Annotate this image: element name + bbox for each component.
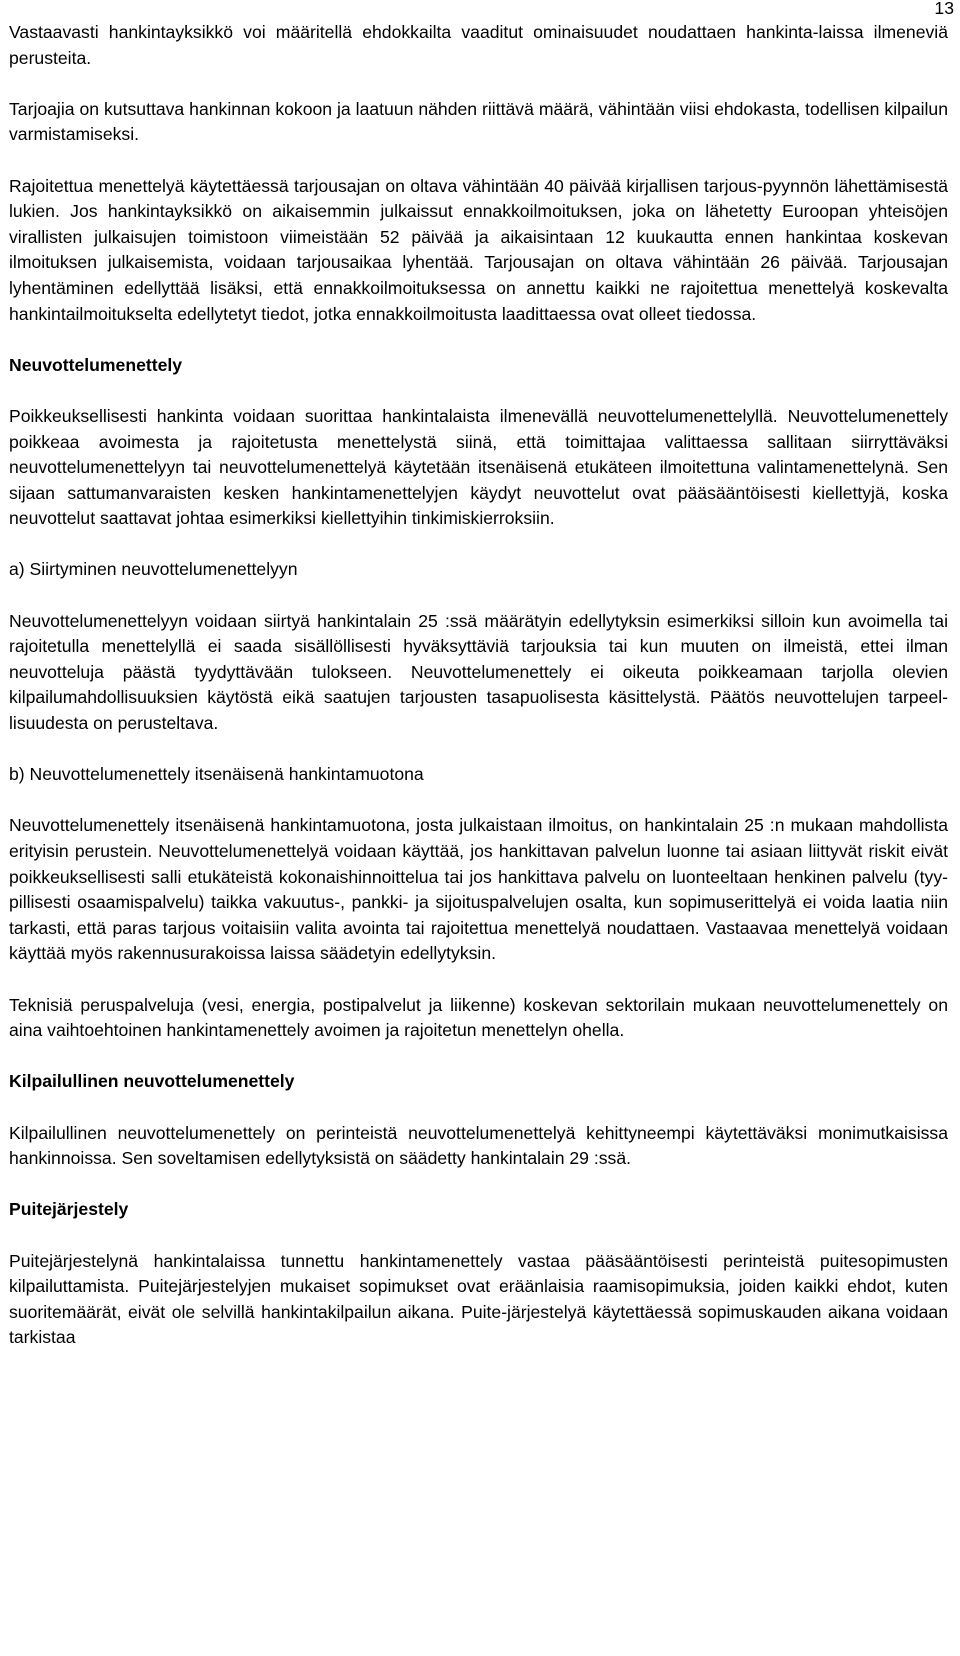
heading-kilpailullinen: Kilpailullinen neuvottelumenettely	[9, 1071, 295, 1092]
paragraph-competitive-dialogue: Kilpailullinen neuvottelumenettely on perinteistä neuvottelumenettelyä kehittyneempi käytettäväksi monimutkaisissa hankinnoissa. Sen soveltamisen edellytyksistä on säädetty hankintalain 29 :ssä.	[9, 1122, 948, 1169]
paragraph-independent-form: Neuvottelumenettely itsenäisenä hankintamuotona, josta julkaistaan ilmoitus, on hankintalain 25 :n mukaan mahdollista erityisin perustein. Neuvottelumenettelyä voidaan käyttää, jos hankittavan palvelun luonne tai asiaan liittyvät riskit eivät poikkeuksellisesti salli etukäteistä kokonaishinnoittelua tai jos hankittava palvelu on luonteeltaan henkinen palvelu (tyypillisesti osaamispalvelu) taikka vakuutus-, pankki- ja sijoituspalvelujen osalta, kun sopimuserittelyä ei voida laatia niin tarkasti, että paras tarjous voitaisiin valita avointa tai rajoitettua menettelyä noudattaen. Vastaavaa menettelyä voidaan käyttää myös rakennusurakoissa laissa säädetyin edellytyksin.	[9, 815, 948, 964]
page-number: 13	[934, 0, 954, 18]
paragraph-candidate-properties: Vastaavasti hankintayksikkö voi määritellä ehdokkailta vaaditut ominaisuudet noudattaen hankinta-laissa ilmeneviä perusteita.	[9, 22, 948, 68]
heading-puitejarjestely: Puitejärjestely	[9, 1199, 129, 1220]
page-content	[9, 20, 948, 1376]
subheading-b: b) Neuvottelumenettely itsenäisenä hankintamuotona	[9, 764, 424, 785]
paragraph-framework-agreement: Puitejärjestelynä hankintalaissa tunnettu hankintamenettely vastaa pääsääntöisesti perinteistä puitesopimusten kilpailuttamista. Puitejärjestelyjen mukaiset sopimukset ovat eräänlaisia raamisopimuksia, joiden kaikki ehdot, kuten suoritemäärät, eivät ole selvillä hankintakilpailun aikana. Puite-järjestelyä käytettäessä sopimuskauden aikana voidaan tarkistaa	[9, 1250, 948, 1348]
paragraph-number-of-bidders: Tarjoajia on kutsuttava hankinnan kokoon ja laatuun nähden riittävä määrä, vähintään viisi ehdokasta, todellisen kilpailun varmistamiseksi.	[9, 98, 948, 145]
paragraph-sector-law: Teknisiä peruspalveluja (vesi, energia, postipalvelut ja liikenne) koskevan sektorilain mukaan neuvottelumenettely on aina vaihtoehtoinen hankintamenettely avoimen ja rajoitetun menettelyn ohella.	[9, 994, 948, 1041]
heading-neuvottelumenettely: Neuvottelumenettely	[9, 354, 183, 375]
paragraph-restricted-procedure: Rajoitettua menettelyä käytettäessä tarjousajan on oltava vähintään 40 päivää kirjallisen tarjous-pyynnön lähettämisestä lukien. Jos hankintayksikkö on aikaisemmin julkaissut ennakkoilmoituksen, joka on lähetetty Euroopan yhteisöjen virallisten julkaisujen toimistoon viimeistään 52 päivää ja aikaisintaan 12 kuukautta ennen hankintaa koskevan ilmoituksen julkaisemista, voidaan tarjousaikaa lyhentää. Tarjousajan on oltava vähintään 26 päivää. Tarjousajan lyhentäminen edellyttää lisäksi, että ennakkoilmoituksessa on annettu kaikki ne rajoitettua menettelyä koskevalta hankintailmoitukselta edellytetyt tiedot, jotka ennakkoilmoitusta laadittaessa ovat olleet tiedossa.	[9, 175, 948, 324]
paragraph-transition-to-negotiation: Neuvottelumenettelyyn voidaan siirtyä hankintalain 25 :ssä määrätyin edellytyksin esimerkiksi silloin kun avoimella tai rajoitetulla menettelyllä ei saada sisällöllisesti hyväksyttäviä tarjouksia tai kun muuten on ilmeistä, ettei ilman neuvotteluja päästä tyydyttävään tulokseen. Neuvottelumenettely ei oikeuta poikkeamaan tarjolla olevien kilpailumahdollisuuksien käytöstä eikä saatujen tarjousten tasapuolisesta käsittelystä. Päätös neuvottelujen tarpeellisuudesta on perusteltava.	[9, 610, 948, 734]
paragraph-negotiated-procedure: Poikkeuksellisesti hankinta voidaan suorittaa hankintalaista ilmenevällä neuvottelumenettelyllä. Neuvottelumenettely poikkeaa avoimesta ja rajoitetusta menettelystä siinä, että toimittajaa valittaessa sallitaan siirryttäväksi neuvottelumenettelyyn tai neuvottelumenettelyä käytetään itsenäisenä etukäteen ilmoitettuna valintamenettelynä. Sen sijaan sattumanvaraisten kesken hankintamenettelyjen käydyt neuvottelut ovat pääsääntöisesti kiellettyjä, koska neuvottelut saattavat johtaa esimerkiksi kiellettyihin tinkimiskierroksiin.	[9, 405, 948, 529]
subheading-a: a) Siirtyminen neuvottelumenettelyyn	[9, 559, 298, 580]
